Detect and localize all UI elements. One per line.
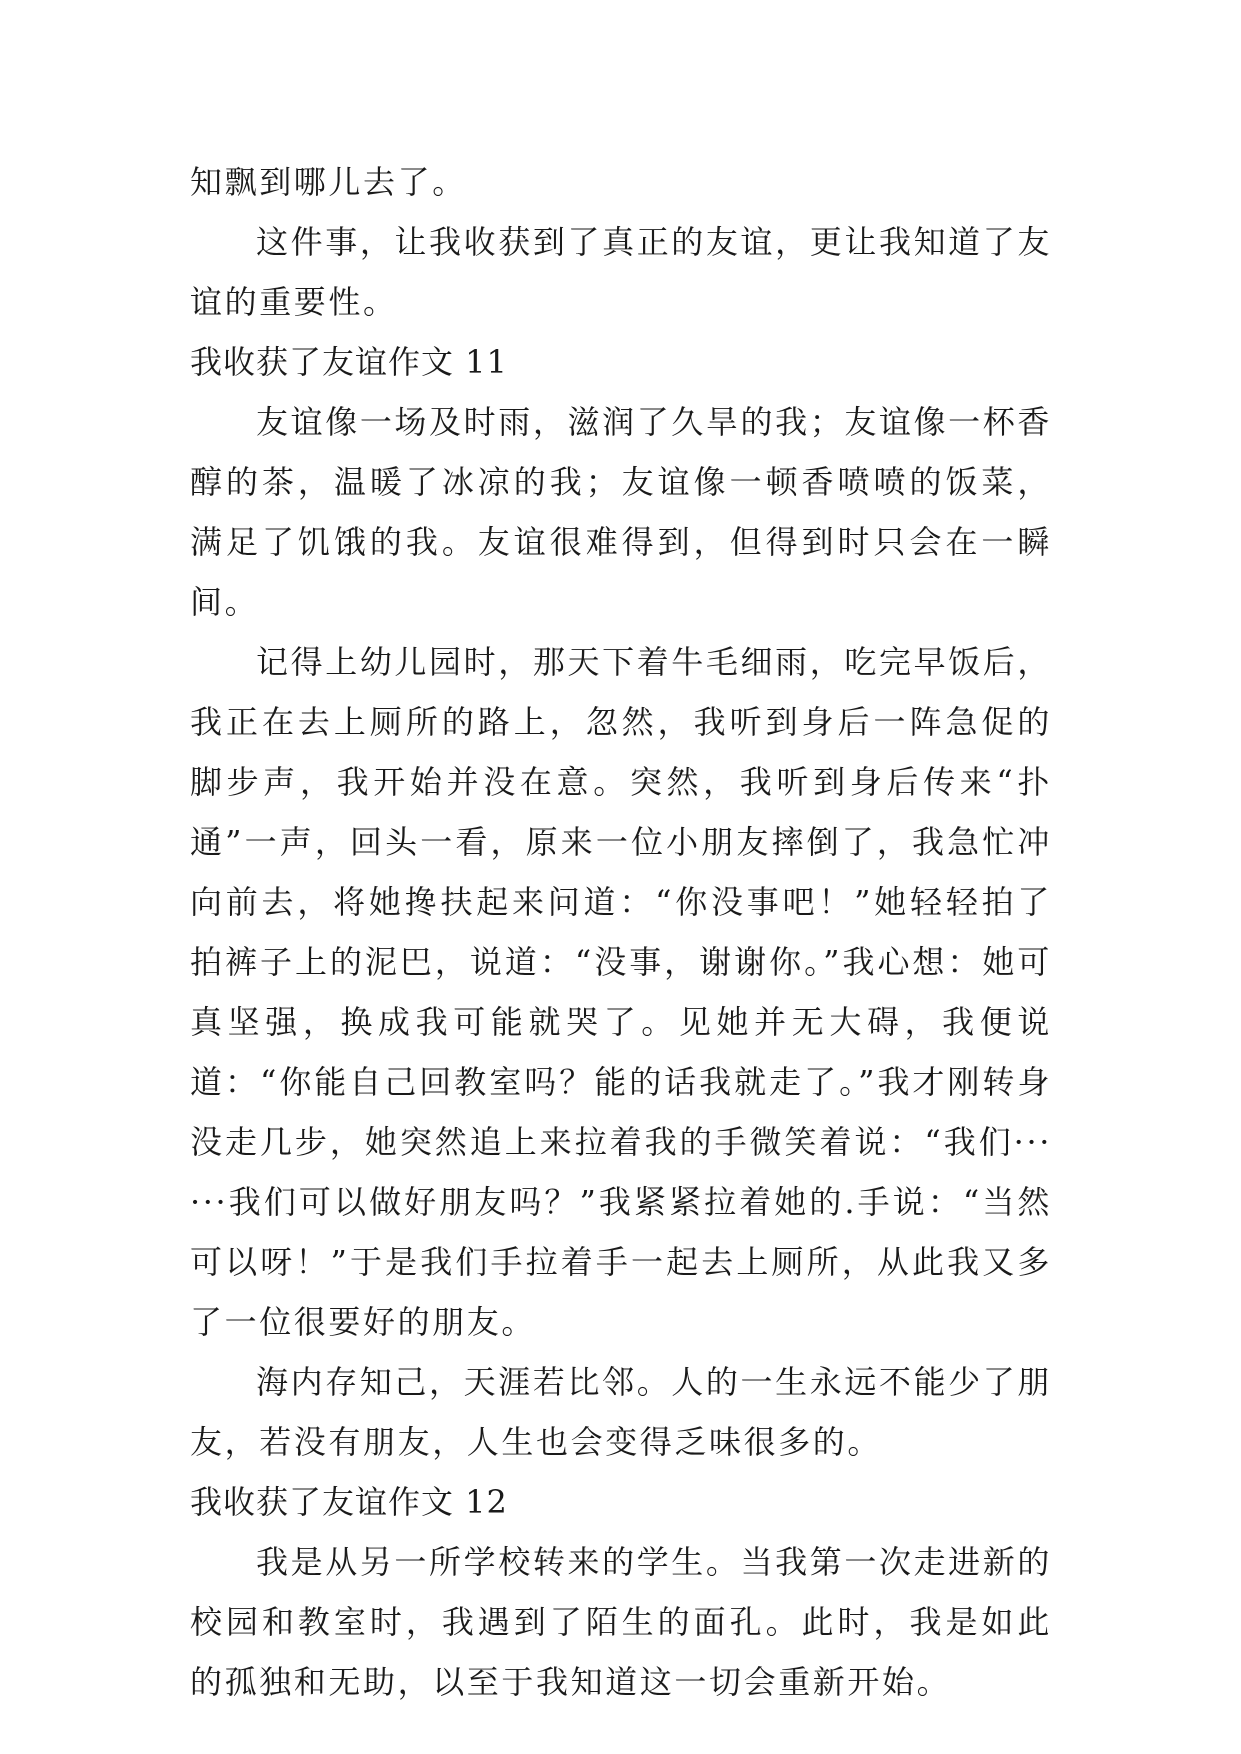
document-body xyxy=(190,152,1052,1712)
paragraph: 我是从另一所学校转来的学生。当我第一次走进新的校园和教室时，我遇到了陌生的面孔。此时，我是如此的孤独和无助，以至于我知道这一切会重新开始。 xyxy=(190,1543,1052,1701)
section-heading: 我收获了友谊作文 11 xyxy=(190,343,508,381)
section-heading: 我收获了友谊作文 12 xyxy=(190,1483,508,1521)
paragraph: 海内存知己，天涯若比邻。人的一生永远不能少了朋友，若没有朋友，人生也会变得乏味很多的。 xyxy=(190,1363,1052,1461)
paragraph: 友谊像一场及时雨，滋润了久旱的我；友谊像一杯香醇的茶，温暖了冰凉的我；友谊像一顿香喷喷的饭菜，满足了饥饿的我。友谊很难得到，但得到时只会在一瞬间。 xyxy=(190,403,1052,621)
paragraph: 这件事，让我收获到了真正的友谊，更让我知道了友谊的重要性。 xyxy=(190,223,1052,321)
paragraph: 记得上幼儿园时，那天下着牛毛细雨，吃完早饭后，我正在去上厕所的路上，忽然，我听到身后一阵急促的脚步声，我开始并没在意。突然，我听到身后传来“扑通”一声，回头一看，原来一位小朋友摔倒了，我急忙冲向前去，将她搀扶起来问道：“你没事吧！”她轻轻拍了拍裤子上的泥巴，说道：“没事，谢谢你。”我心想：她可真坚强，换成我可能就哭了。见她并无大碍，我便说道：“你能自己回教室吗？能的话我就走了。”我才刚转身没走几步，她突然追上来拉着我的手微笑着说：“我们······我们可以做好朋友吗？”我紧紧拉着她的.手说：“当然可以呀！”于是我们手拉着手一起去上厕所，从此我又多了一位很要好的朋友。 xyxy=(190,643,1052,1341)
paragraph-continuation: 知飘到哪儿去了。 xyxy=(190,163,467,201)
